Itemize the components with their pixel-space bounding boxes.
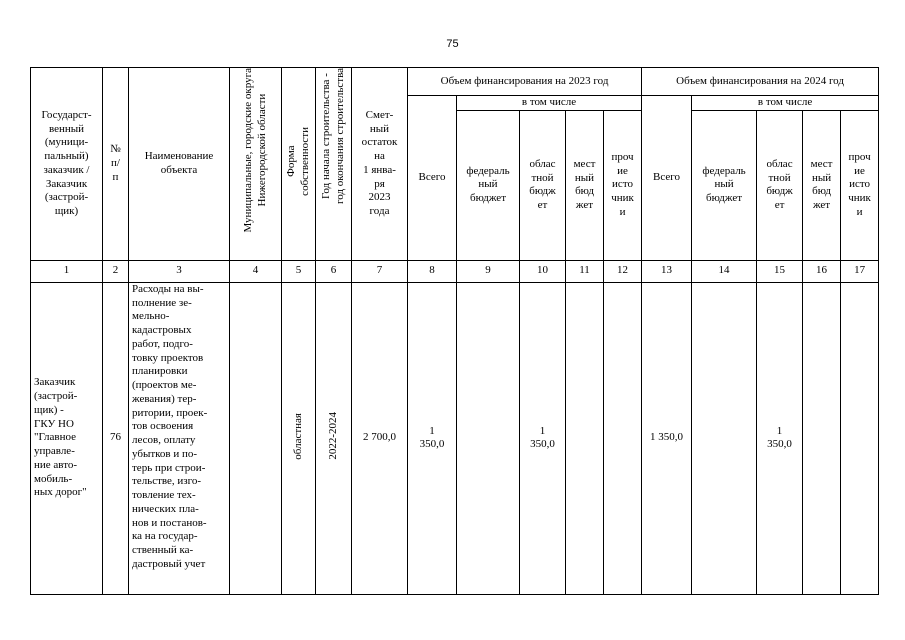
column-number: 17 [841,260,879,282]
column-number: 10 [520,260,566,282]
column-number: 7 [352,260,408,282]
header-number: № п/ п [103,68,129,261]
header-row-1 [31,68,879,96]
cell-ownership-cell [282,282,316,594]
cell-number: 76 [103,282,129,594]
cell-local-2023 [566,282,604,594]
cell-object-name: Расходы на вы- полнение зе- мельно- кадастровых работ, подго- товку проектов планировки (проектов ме- жевания) тер- ритории, проек- тов освоения лесов, оплату убытков и по- терь при строи- тельстве, изго- товление тех- нических пла- нов и постанов- ка на государ- ственный ка- дастровый учет [129,282,230,594]
column-number: 3 [129,260,230,282]
cell-regional-2024: 1 350,0 [757,282,803,594]
header-remaining: Смет- ный остаток на 1 янва- ря 2023 года [352,68,408,261]
column-number-row [31,260,879,282]
cell-total-2023: 1 350,0 [408,282,457,594]
cell-other-2024 [841,282,879,594]
cell-remaining: 2 700,0 [352,282,408,594]
cell-other-2023 [604,282,642,594]
column-number: 4 [230,260,282,282]
cell-regional-2023: 1 350,0 [520,282,566,594]
column-number: 13 [642,260,692,282]
column-number: 15 [757,260,803,282]
cell-years-cell [316,282,352,594]
cell-federal-2024 [692,282,757,594]
cell-customer: Заказчик (застрой- щик) - ГКУ НО "Главное управле- ние авто- мобиль- ных дорог" [31,282,103,594]
page-number: 75 [446,38,459,50]
header-object-name: Наименование объекта [129,68,230,261]
header-fin-2023: Объем финансирования на 2023 год [408,68,642,96]
cell-years: 2022-2024 [326,412,339,460]
column-number: 2 [103,260,129,282]
header-local-2024: мест ный бюд жет [803,110,841,260]
header-municipality-cell [230,68,282,261]
header-ownership-cell [282,68,316,261]
header-including-2023: в том числе [457,96,642,111]
column-number: 6 [316,260,352,282]
column-number: 8 [408,260,457,282]
header-federal-2023: федераль ный бюджет [457,110,520,260]
cell-ownership: областная [291,412,304,460]
header-regional-2024: облас тной бюдж ет [757,110,803,260]
column-number: 5 [282,260,316,282]
cell-total-2024: 1 350,0 [642,282,692,594]
column-number: 9 [457,260,520,282]
column-number: 11 [566,260,604,282]
header-federal-2024: федераль ный бюджет [692,110,757,260]
cell-federal-2023 [457,282,520,594]
cell-local-2024 [803,282,841,594]
header-total-2023: Всего [408,96,457,261]
header-ownership: Форма собственности [284,127,311,196]
column-number: 14 [692,260,757,282]
header-local-2023: мест ный бюд жет [566,110,604,260]
header-years: Год начала строительства - год окончания строительства [319,68,346,204]
header-municipality: Муниципальные, городские округа Нижегородской области [241,68,268,233]
header-fin-2024: Объем финансирования на 2024 год [642,68,879,96]
cell-municipality [230,282,282,594]
column-number: 12 [604,260,642,282]
header-other-2024: проч ие исто чник и [841,110,879,260]
header-customer: Государст- венный (муници- пальный) заказчик / Заказчик (застрой- щик) [31,68,103,261]
header-other-2023: проч ие исто чник и [604,110,642,260]
column-number: 1 [31,260,103,282]
header-total-2024: Всего [642,96,692,261]
budget-table [30,67,879,595]
table-row [31,282,879,594]
header-regional-2023: облас тной бюдж ет [520,110,566,260]
header-years-cell [316,68,352,261]
column-number: 16 [803,260,841,282]
header-including-2024: в том числе [692,96,879,111]
